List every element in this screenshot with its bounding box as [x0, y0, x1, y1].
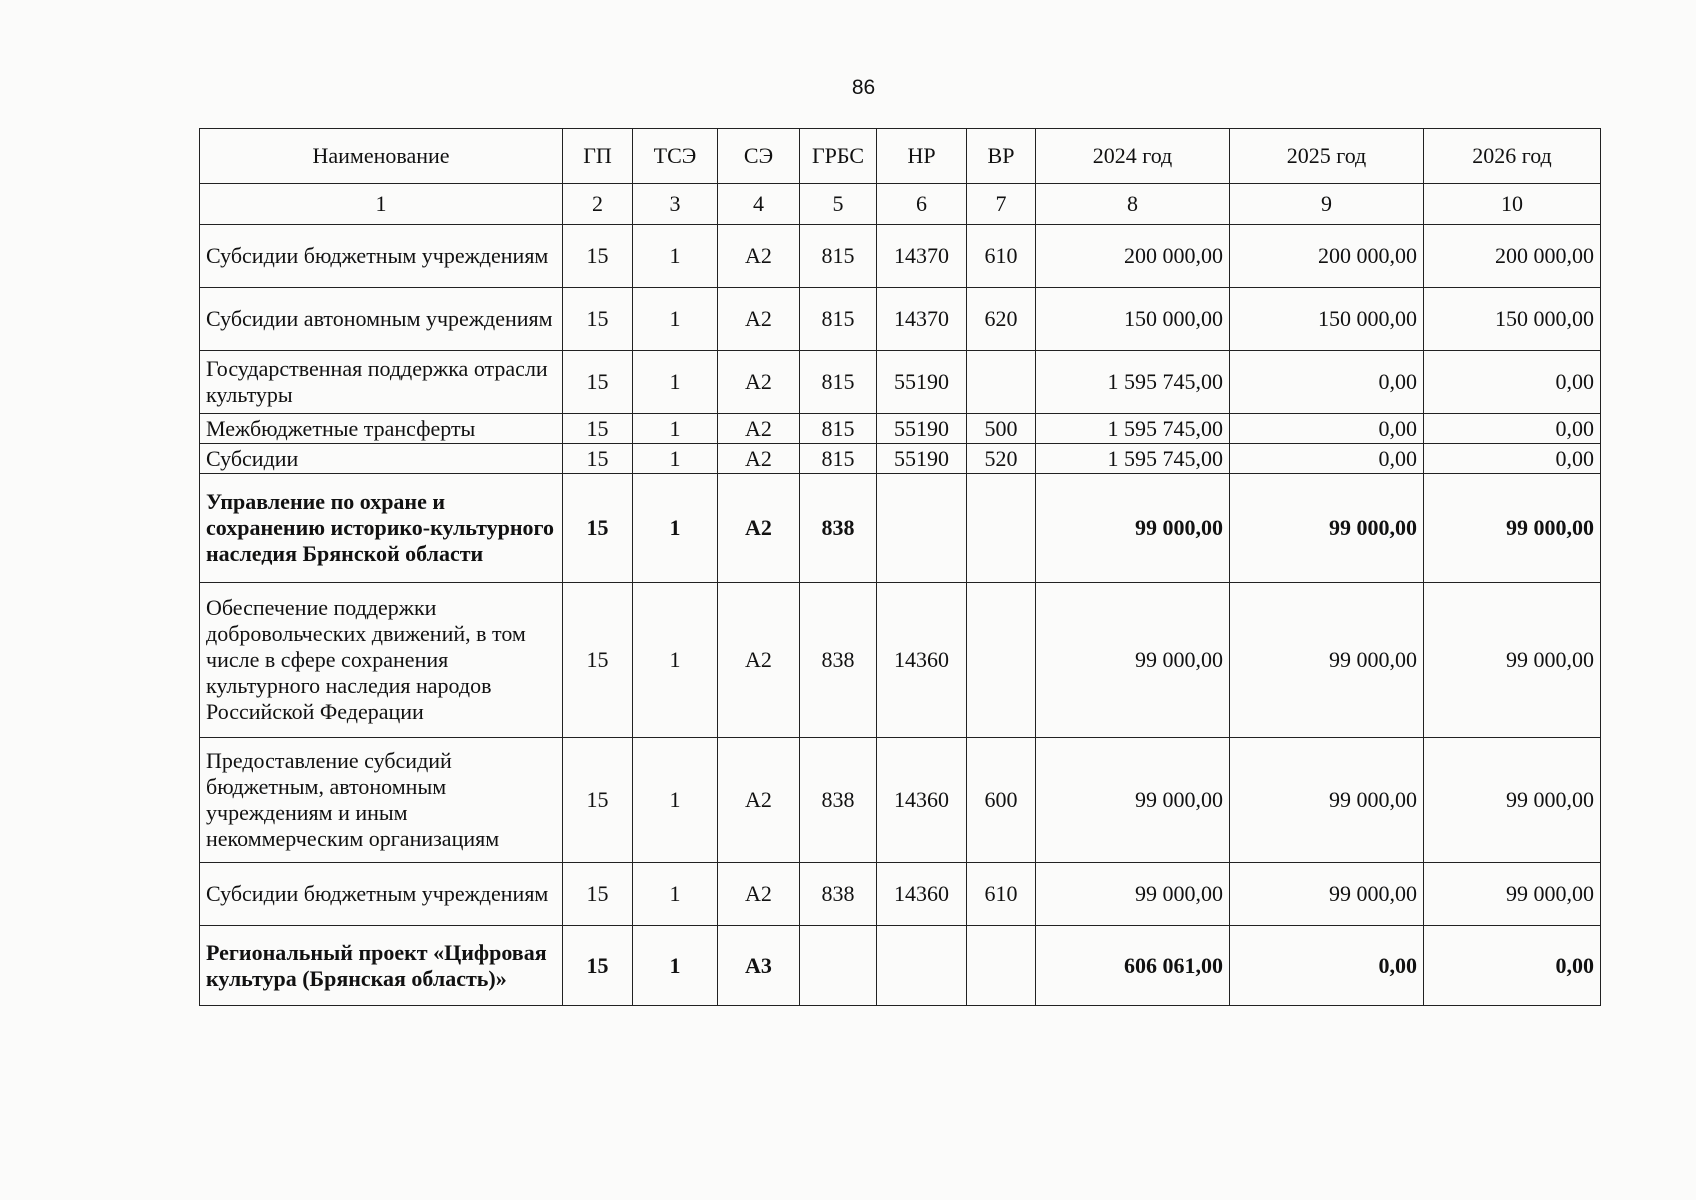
page-number: 86	[851, 76, 876, 99]
header-name: Наименование	[200, 129, 563, 184]
row-se: А2	[718, 738, 800, 863]
row-grbs: 838	[800, 583, 877, 738]
header-2024: 2024 год	[1036, 129, 1230, 184]
row-name: Субсидии	[200, 444, 563, 474]
row-2025: 99 000,00	[1230, 863, 1424, 926]
table-row	[200, 583, 1601, 738]
row-vr: 620	[967, 288, 1036, 351]
row-vr	[967, 474, 1036, 583]
row-se: А2	[718, 444, 800, 474]
row-2026: 99 000,00	[1424, 583, 1601, 738]
row-tse: 1	[633, 863, 718, 926]
row-se: А2	[718, 288, 800, 351]
row-2025: 150 000,00	[1230, 288, 1424, 351]
row-grbs: 838	[800, 738, 877, 863]
row-grbs: 838	[800, 474, 877, 583]
row-2026: 0,00	[1424, 444, 1601, 474]
row-grbs: 815	[800, 444, 877, 474]
row-vr: 610	[967, 863, 1036, 926]
row-2026: 200 000,00	[1424, 225, 1601, 288]
row-grbs: 838	[800, 863, 877, 926]
row-2024: 200 000,00	[1036, 225, 1230, 288]
row-2026: 0,00	[1424, 926, 1601, 1006]
row-tse: 1	[633, 225, 718, 288]
table-row	[200, 414, 1601, 444]
row-se: А2	[718, 863, 800, 926]
column-number: 7	[967, 184, 1036, 225]
row-nr: 14360	[877, 738, 967, 863]
table-row	[200, 225, 1601, 288]
row-name: Субсидии бюджетным учреждениям	[200, 225, 563, 288]
row-tse: 1	[633, 583, 718, 738]
row-2025: 99 000,00	[1230, 583, 1424, 738]
row-tse: 1	[633, 738, 718, 863]
row-nr: 14360	[877, 863, 967, 926]
column-number: 3	[633, 184, 718, 225]
row-se: А2	[718, 225, 800, 288]
row-2024: 1 595 745,00	[1036, 444, 1230, 474]
column-number: 6	[877, 184, 967, 225]
header-tse: ТСЭ	[633, 129, 718, 184]
row-gp: 15	[563, 414, 633, 444]
row-gp: 15	[563, 926, 633, 1006]
header-vr: ВР	[967, 129, 1036, 184]
row-nr: 14370	[877, 288, 967, 351]
budget-table	[199, 128, 1601, 1006]
header-2025: 2025 год	[1230, 129, 1424, 184]
row-gp: 15	[563, 738, 633, 863]
table-row	[200, 863, 1601, 926]
column-number-row	[200, 184, 1601, 225]
row-2024: 150 000,00	[1036, 288, 1230, 351]
table-row	[200, 926, 1601, 1006]
row-name: Государственная поддержка отрасли культуры	[200, 351, 563, 414]
row-2026: 0,00	[1424, 351, 1601, 414]
table-row	[200, 288, 1601, 351]
column-number: 5	[800, 184, 877, 225]
row-grbs: 815	[800, 414, 877, 444]
row-name: Субсидии автономным учреждениям	[200, 288, 563, 351]
row-2025: 0,00	[1230, 414, 1424, 444]
table-row	[200, 738, 1601, 863]
row-tse: 1	[633, 414, 718, 444]
row-vr	[967, 351, 1036, 414]
row-se: А2	[718, 474, 800, 583]
row-vr: 610	[967, 225, 1036, 288]
column-number: 4	[718, 184, 800, 225]
column-number: 8	[1036, 184, 1230, 225]
row-2025: 0,00	[1230, 351, 1424, 414]
header-gp: ГП	[563, 129, 633, 184]
row-2026: 150 000,00	[1424, 288, 1601, 351]
row-tse: 1	[633, 351, 718, 414]
row-name: Региональный проект «Цифровая культура (Брянская область)»	[200, 926, 563, 1006]
row-2026: 99 000,00	[1424, 738, 1601, 863]
column-number: 1	[200, 184, 563, 225]
row-vr: 600	[967, 738, 1036, 863]
row-grbs: 815	[800, 225, 877, 288]
row-nr	[877, 474, 967, 583]
header-nr: НР	[877, 129, 967, 184]
row-2026: 0,00	[1424, 414, 1601, 444]
row-2024: 1 595 745,00	[1036, 414, 1230, 444]
row-name: Обеспечение поддержки добровольческих движений, в том числе в сфере сохранения культурного наследия народов Российской Федерации	[200, 583, 563, 738]
header-grbs: ГРБС	[800, 129, 877, 184]
row-se: А2	[718, 351, 800, 414]
row-2026: 99 000,00	[1424, 863, 1601, 926]
table-row	[200, 474, 1601, 583]
column-number: 9	[1230, 184, 1424, 225]
header-se: СЭ	[718, 129, 800, 184]
row-2024: 99 000,00	[1036, 583, 1230, 738]
column-number: 10	[1424, 184, 1601, 225]
row-se: А2	[718, 414, 800, 444]
row-name: Межбюджетные трансферты	[200, 414, 563, 444]
row-vr: 500	[967, 414, 1036, 444]
row-2024: 1 595 745,00	[1036, 351, 1230, 414]
row-vr	[967, 926, 1036, 1006]
row-nr: 55190	[877, 444, 967, 474]
row-2024: 99 000,00	[1036, 863, 1230, 926]
row-vr	[967, 583, 1036, 738]
row-2025: 0,00	[1230, 444, 1424, 474]
row-name: Предоставление субсидий бюджетным, автономным учреждениям и иным некоммерческим организациям	[200, 738, 563, 863]
row-2024: 99 000,00	[1036, 474, 1230, 583]
row-vr: 520	[967, 444, 1036, 474]
row-tse: 1	[633, 444, 718, 474]
row-2025: 200 000,00	[1230, 225, 1424, 288]
table-row	[200, 444, 1601, 474]
row-2025: 0,00	[1230, 926, 1424, 1006]
header-2026: 2026 год	[1424, 129, 1601, 184]
row-grbs	[800, 926, 877, 1006]
header-row	[200, 129, 1601, 184]
row-gp: 15	[563, 351, 633, 414]
row-tse: 1	[633, 288, 718, 351]
row-nr: 14360	[877, 583, 967, 738]
row-2024: 606 061,00	[1036, 926, 1230, 1006]
column-number: 2	[563, 184, 633, 225]
row-gp: 15	[563, 863, 633, 926]
row-2025: 99 000,00	[1230, 474, 1424, 583]
row-se: А2	[718, 583, 800, 738]
table-row	[200, 351, 1601, 414]
row-name: Субсидии бюджетным учреждениям	[200, 863, 563, 926]
row-gp: 15	[563, 225, 633, 288]
row-gp: 15	[563, 583, 633, 738]
row-nr: 55190	[877, 351, 967, 414]
row-2025: 99 000,00	[1230, 738, 1424, 863]
row-gp: 15	[563, 288, 633, 351]
row-gp: 15	[563, 474, 633, 583]
row-name: Управление по охране и сохранению историко-культурного наследия Брянской области	[200, 474, 563, 583]
row-nr: 14370	[877, 225, 967, 288]
row-tse: 1	[633, 474, 718, 583]
row-2024: 99 000,00	[1036, 738, 1230, 863]
row-gp: 15	[563, 444, 633, 474]
row-se: А3	[718, 926, 800, 1006]
row-2026: 99 000,00	[1424, 474, 1601, 583]
row-grbs: 815	[800, 288, 877, 351]
row-nr: 55190	[877, 414, 967, 444]
row-grbs: 815	[800, 351, 877, 414]
row-nr	[877, 926, 967, 1006]
row-tse: 1	[633, 926, 718, 1006]
